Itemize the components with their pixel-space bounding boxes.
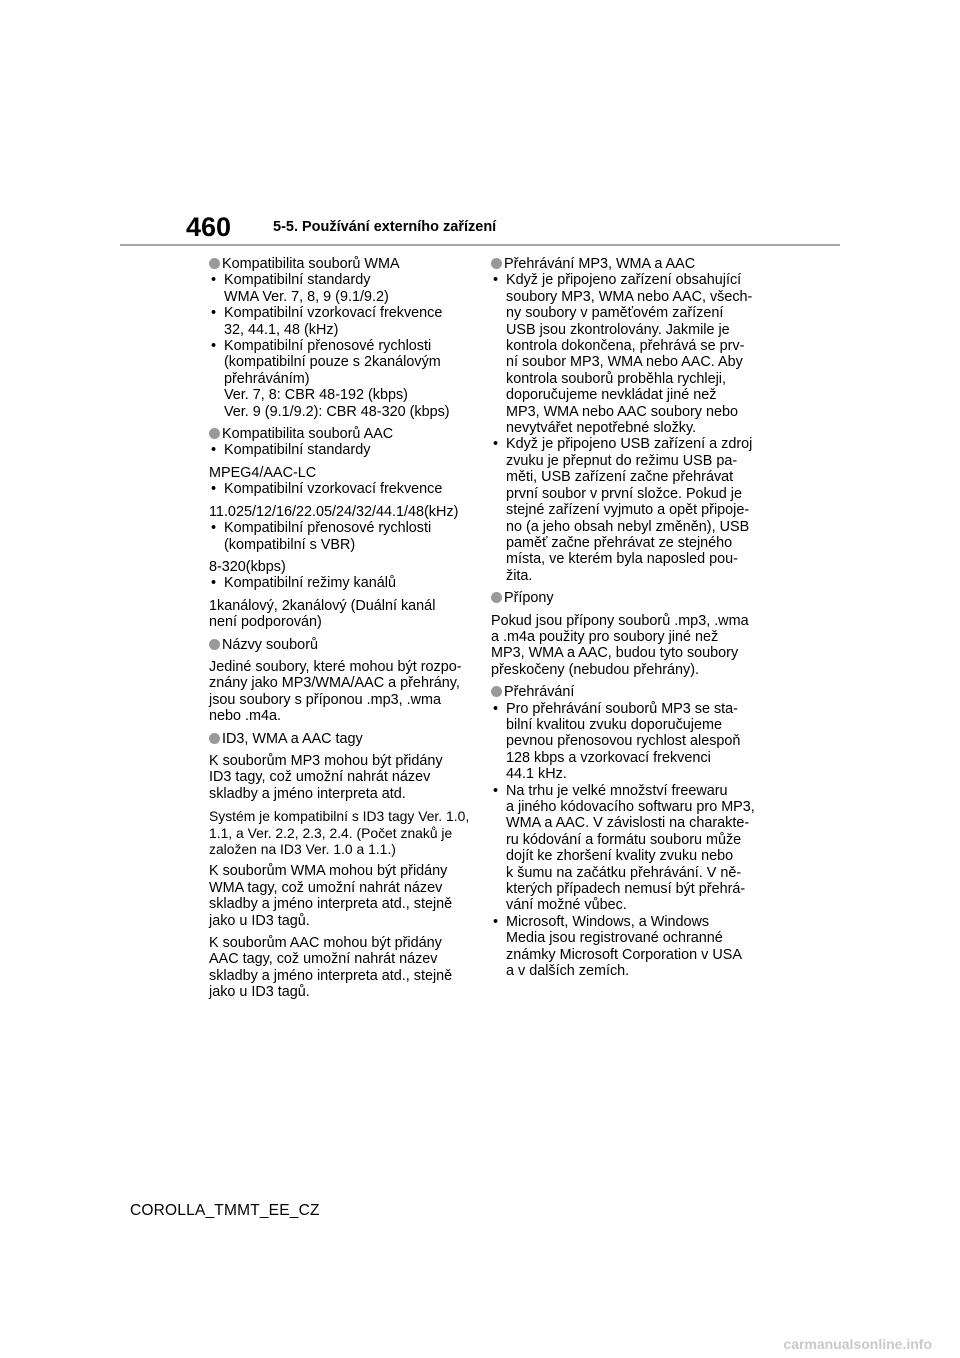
list-item [209,481,477,497]
heading-playback [491,684,759,700]
circle-bullet-icon [209,428,220,439]
dot-bullet-icon: • [493,913,499,930]
circle-bullet-icon [209,258,220,269]
dot-bullet-icon: • [211,575,217,592]
list-item [209,338,477,420]
paragraph: K souborům AAC mohou být přidány AAC tagy, což umožní nahrát název skladby a jméno interpreta atd., stejně jako u ID3 tagů. [209,935,453,1001]
list-item-text: Microsoft, Windows, a Windows Media jsou registrované ochranné známky Microsoft Corporation v USA a v dalších zemích. [506,913,742,980]
circle-bullet-icon [209,733,220,744]
heading-text: Kompatibilita souborů AAC [222,426,394,443]
watermark: carmanualsonline.info [783,1336,932,1352]
page-number: 460 [186,212,232,242]
list-item-text: Kompatibilní přenosové rychlosti (kompatibilní pouze s 2kanálovým přehráváním) Ver. 7, 8: CBR 48-192 (kbps) Ver. 9 (9.1/9.2): CBR 48-320 (kbps) [224,338,450,420]
heading-file-names [209,637,477,653]
dot-bullet-icon: • [493,436,499,453]
heading-text: Přehrávání MP3, WMA a AAC [504,256,696,272]
list-item [491,783,759,914]
heading-text: ID3, WMA a AAC tagy [222,730,363,747]
list-item [491,436,759,584]
dot-bullet-icon: • [211,442,217,459]
paragraph: 1kanálový, 2kanálový (Duální kanál není podporován) [209,597,436,631]
list-item [209,520,477,553]
heading-wma [209,256,477,272]
dot-bullet-icon: • [211,481,217,498]
dot-bullet-icon: • [211,305,217,322]
list-item-text: Kompatibilní přenosové rychlosti (kompatibilní s VBR) [224,520,432,553]
dot-bullet-icon: • [493,700,499,717]
left-column [209,256,477,1001]
list-item-text: Kompatibilní standardy WMA Ver. 7, 8, 9 (9.1/9.2) [224,272,389,305]
dot-bullet-icon: • [211,520,217,537]
dot-bullet-icon: • [211,272,217,289]
list-item [209,272,477,305]
circle-bullet-icon [491,686,502,697]
list-item [491,914,759,980]
paragraph: 11.025/12/16/22.05/24/32/44.1/48(kHz) [209,503,459,520]
list-item [491,272,759,436]
list-item-text: Kompatibilní vzorkovací frekvence [224,481,443,498]
paragraph: 8-320(kbps) [209,558,286,575]
right-column [491,256,759,979]
document-code: COROLLA_TMMT_EE_CZ [130,1202,320,1219]
list-item-text: Kompatibilní vzorkovací frekvence 32, 44.1, 48 (kHz) [224,305,443,338]
list-item [209,442,477,458]
heading-extensions [491,590,759,606]
paragraph: Jediné soubory, které mohou být rozpo- znány jako MP3/WMA/AAC a přehrány, jsou soubory s příponou .mp3, .wma nebo .m4a. [209,658,462,725]
list-item-text: Když je připojeno USB zařízení a zdroj zvuku je přepnut do režimu USB pa- měti, USB zařízení začne přehrávat první soubor v první složce. Pokud je stejné zařízení vyjmuto a opět připoje- no (a jeho obsah nebyl změněn), USB paměť začne přehrávat ze stejného místa, ve kterém byla naposled pou- žita. [506,436,753,584]
list-item [209,305,477,338]
heading-text: Názvy souborů [222,636,318,653]
heading-playback-mp3 [491,256,759,272]
paragraph: Systém je kompatibilní s ID3 tagy Ver. 1.0, 1.1, a Ver. 2.2, 2.3, 2.4. (Počet znaků je založen na ID3 Ver. 1.0 a 1.1.) [209,808,470,857]
section-title: 5-5. Používání externího zařízení [273,219,497,235]
list-item-text: Když je připojeno zařízení obsahující soubory MP3, WMA nebo AAC, všech- ny soubory v paměťovém zařízení USB jsou zkontrolovány. Jakmile je kontrola dokončena, přehrává se prv- ní soubor MP3, WMA nebo AAC. Aby kontrola souborů proběhla rychleji, doporučujeme nevkládat jiné než MP3, WMA nebo AAC soubory nebo nevytvářet nepotřebné složky. [506,272,753,437]
dot-bullet-icon: • [493,272,499,289]
heading-text: Kompatibilita souborů WMA [222,256,400,272]
heading-text: Přípony [504,590,554,607]
circle-bullet-icon [491,592,502,603]
list-item [491,701,759,783]
paragraph: Pokud jsou přípony souborů .mp3, .wma a .m4a použity pro soubory jiné než MP3, WMA a AAC, budou tyto soubory přeskočeny (nebudou přehrány). [491,612,749,678]
dot-bullet-icon: • [211,338,217,355]
paragraph: K souborům MP3 mohou být přidány ID3 tagy, což umožní nahrát název skladby a jméno interpreta atd. [209,752,443,802]
list-item-text: Kompatibilní režimy kanálů [224,575,396,592]
list-item-text: Kompatibilní standardy [224,442,371,459]
circle-bullet-icon [491,258,502,269]
paragraph: MPEG4/AAC-LC [209,464,317,481]
circle-bullet-icon [209,639,220,650]
paragraph: K souborům WMA mohou být přidány WMA tagy, což umožní nahrát název skladby a jméno interpreta atd., stejně jako u ID3 tagů. [209,863,453,929]
dot-bullet-icon: • [493,782,499,799]
heading-tags [209,731,477,747]
list-item [209,575,477,591]
list-item-text: Na trhu je velké množství freewaru a jiného kódovacího softwaru pro MP3, WMA a AAC. V závislosti na charakte- ru kódování a formátu souboru může dojít ke zhoršení kvality zvuku nebo k šumu na začátku přehrávání. V ně- kterých případech nemusí být přehrá- vání možné vůbec. [506,782,755,914]
list-item-text: Pro přehrávání souborů MP3 se sta- bilní kvalitou zvuku doporučujeme pevnou přenosovou rychlost alespoň 128 kbps a vzorkovací frekvenci 44.1 kHz. [506,700,741,783]
heading-text: Přehrávání [504,684,575,701]
header-divider [120,244,840,246]
heading-aac [209,426,477,442]
